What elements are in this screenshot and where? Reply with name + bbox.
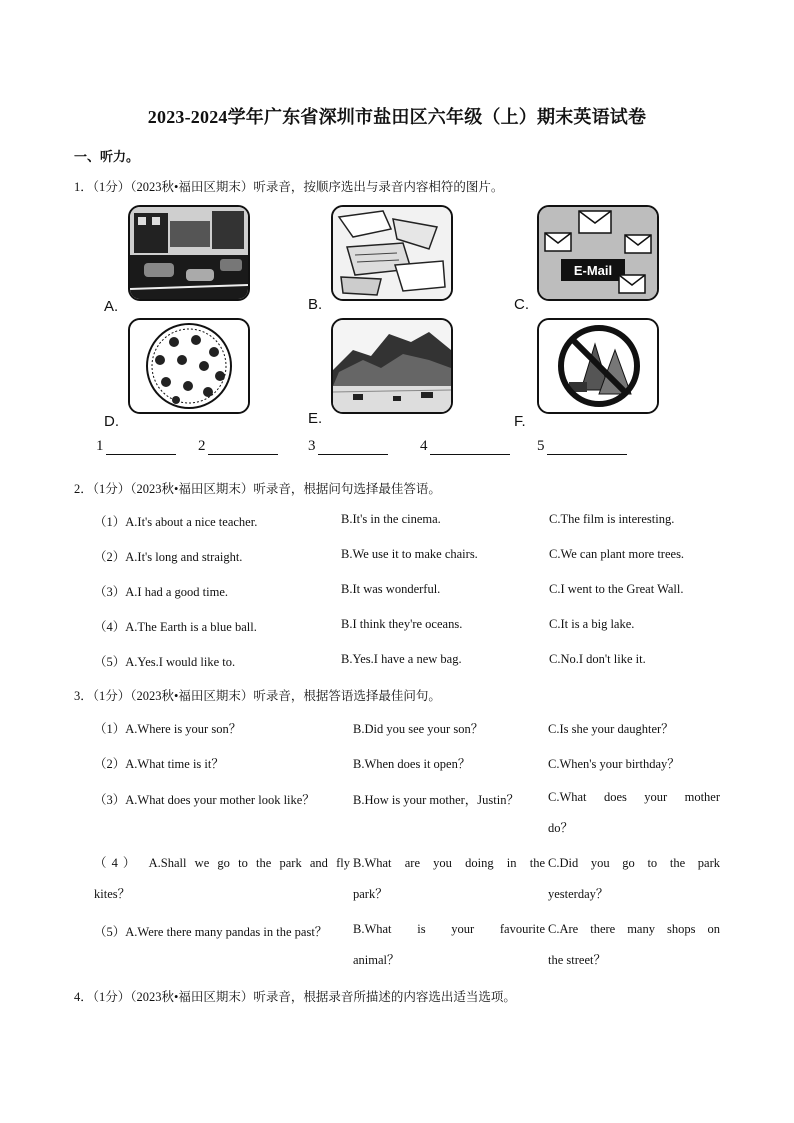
q2-item-3-option-c[interactable]: C.I went to the Great Wall.: [549, 582, 684, 596]
q3-item-3-option-c-line2: do？: [548, 821, 574, 835]
q2-item-4-option-c[interactable]: C.It is a big lake.: [549, 617, 635, 631]
q2-item-4-number: （4）: [94, 620, 126, 634]
picture-d-label: D.: [104, 413, 119, 430]
question-3-stem: 3．（1分）（2023秋•福田区期末）听录音，根据答语选择最佳问句。: [74, 689, 441, 703]
q3-item-4-option-c-line1: C.Did you go to the park: [548, 856, 720, 870]
q3-item-2-option-b[interactable]: B.When does it open？: [353, 757, 471, 771]
q2-item-2-option-a[interactable]: [94, 547, 242, 565]
paper-pile-icon: [333, 207, 451, 299]
q3-item-4-option-a-line1: （4） A.Shall we go to the park and fly: [94, 856, 350, 870]
answer-blank-4-number: 4: [420, 438, 428, 454]
q2-item-4-option-b[interactable]: B.I think they're oceans.: [341, 617, 463, 631]
q3-item-4-option-b[interactable]: [353, 848, 545, 910]
q3-item-4-option-c[interactable]: [548, 848, 720, 910]
q3-item-4-option-b-line2: park？: [353, 887, 388, 901]
q3-item-5-option-a[interactable]: （5）A.Were there many pandas in the past？: [94, 925, 328, 939]
q3-item-2-option-c[interactable]: C.When's your birthday？: [548, 757, 680, 771]
picture-f-label: F.: [514, 413, 526, 430]
answer-blank-3-number: 3: [308, 438, 316, 454]
q2-item-4-a-text: A.The Earth is a blue ball.: [125, 620, 257, 634]
picture-b-label: B.: [308, 296, 323, 313]
q2-item-5-option-a[interactable]: [94, 652, 235, 670]
picture-a-label: A.: [104, 298, 119, 315]
q3-item-4-option-a[interactable]: [94, 848, 350, 910]
answer-blank-2[interactable]: [198, 438, 278, 455]
picture-c[interactable]: [537, 205, 659, 301]
q3-item-1-number: （1）: [94, 722, 126, 736]
answer-blank-3[interactable]: [308, 438, 388, 455]
q2-item-4-option-a[interactable]: [94, 617, 257, 635]
q2-item-1-option-b[interactable]: B.It's in the cinema.: [341, 512, 441, 526]
q3-item-3-option-c-line1: C.What does your mother: [548, 790, 720, 804]
answer-blank-4[interactable]: [420, 438, 510, 455]
q3-item-3-option-a[interactable]: [94, 790, 315, 808]
q2-item-2-option-b[interactable]: B.We use it to make chairs.: [341, 547, 478, 561]
picture-d[interactable]: [128, 318, 250, 414]
q2-item-2-a-text: A.It's long and straight.: [125, 550, 243, 564]
q3-item-4-option-b-line1: B.What are you doing in the: [353, 856, 545, 870]
answer-blank-1[interactable]: [96, 438, 176, 455]
q2-item-5-a-text: A.Yes.I would like to.: [125, 655, 236, 669]
q2-item-2-number: （2）: [94, 550, 126, 564]
q3-item-5-option-b[interactable]: [353, 914, 545, 976]
picture-b[interactable]: [331, 205, 453, 301]
question-2-stem: 2．（1分）（2023秋•福田区期末）听录音，根据问句选择最佳答语。: [74, 482, 441, 496]
question-1-stem: 1．（1分）（2023秋•福田区期末）听录音，按顺序选出与录音内容相符的图片。: [74, 180, 504, 194]
answer-blank-2-number: 2: [198, 438, 206, 454]
q3-item-3-option-b[interactable]: B.How is your mother，Justin？: [353, 793, 519, 807]
q2-item-1-option-a[interactable]: [94, 512, 257, 530]
answer-blank-1-number: 1: [96, 438, 104, 454]
q3-item-4-option-c-line2: yesterday？: [548, 887, 609, 901]
answer-blank-5-number: 5: [537, 438, 545, 454]
q2-item-3-option-a[interactable]: [94, 582, 228, 600]
q2-item-5-option-b[interactable]: B.Yes.I have a new bag.: [341, 652, 462, 666]
picture-e[interactable]: [331, 318, 453, 414]
picture-a[interactable]: [128, 205, 250, 301]
street-scene-icon: [130, 207, 248, 299]
q2-item-5-option-c[interactable]: C.No.I don't like it.: [549, 652, 646, 666]
page-title: 2023-2024学年广东省深圳市盐田区六年级（上）期末英语试卷: [147, 107, 647, 127]
email-icon-text: E-Mail: [573, 263, 613, 278]
q3-item-1-option-b[interactable]: B.Did you see your son？: [353, 722, 484, 736]
q3-item-3-option-c[interactable]: [548, 782, 720, 844]
q2-item-1-a-text: A.It's about a nice teacher.: [125, 515, 258, 529]
section-heading-listening: 一、听力。: [74, 149, 140, 164]
answer-blank-5[interactable]: [537, 438, 627, 455]
email-icon: [539, 207, 657, 299]
q3-item-5-option-c[interactable]: [548, 914, 720, 976]
q2-item-3-number: （3）: [94, 585, 126, 599]
q3-item-3-a-text: A.What does your mother look like？: [125, 793, 315, 807]
q3-item-3-number: （3）: [94, 793, 126, 807]
q3-item-5-option-c-line2: the street？: [548, 953, 606, 967]
picture-e-label: E.: [308, 410, 323, 427]
no-tree-cutting-icon: [539, 320, 657, 412]
q3-item-5-option-b-line1: B.What is your favourite: [353, 922, 545, 936]
q3-item-4-option-a-line2: kites？: [94, 887, 131, 901]
q3-item-2-a-text: A.What time is it？: [125, 757, 224, 771]
q3-item-5-option-c-line1: C.Are there many shops on: [548, 922, 720, 936]
q3-item-1-option-a[interactable]: [94, 719, 241, 737]
q2-item-5-number: （5）: [94, 655, 126, 669]
mountain-landscape-icon: [333, 320, 451, 412]
question-4-stem: 4．（1分）（2023秋•福田区期末）听录音，根据录音所描述的内容选出适当选项。: [74, 990, 516, 1004]
q2-item-1-option-c[interactable]: C.The film is interesting.: [549, 512, 675, 526]
q2-item-3-a-text: A.I had a good time.: [125, 585, 229, 599]
q3-item-1-a-text: A.Where is your son？: [125, 722, 242, 736]
pizza-icon: [130, 320, 248, 412]
picture-c-label: C.: [514, 296, 529, 313]
q3-item-5-option-b-line2: animal？: [353, 953, 400, 967]
q2-item-2-option-c[interactable]: C.We can plant more trees.: [549, 547, 685, 561]
picture-f[interactable]: [537, 318, 659, 414]
q2-item-3-option-b[interactable]: B.It was wonderful.: [341, 582, 441, 596]
q2-item-1-number: （1）: [94, 515, 126, 529]
q3-item-2-number: （2）: [94, 757, 126, 771]
q3-item-1-option-c[interactable]: C.Is she your daughter？: [548, 722, 674, 736]
q3-item-2-option-a[interactable]: [94, 754, 224, 772]
